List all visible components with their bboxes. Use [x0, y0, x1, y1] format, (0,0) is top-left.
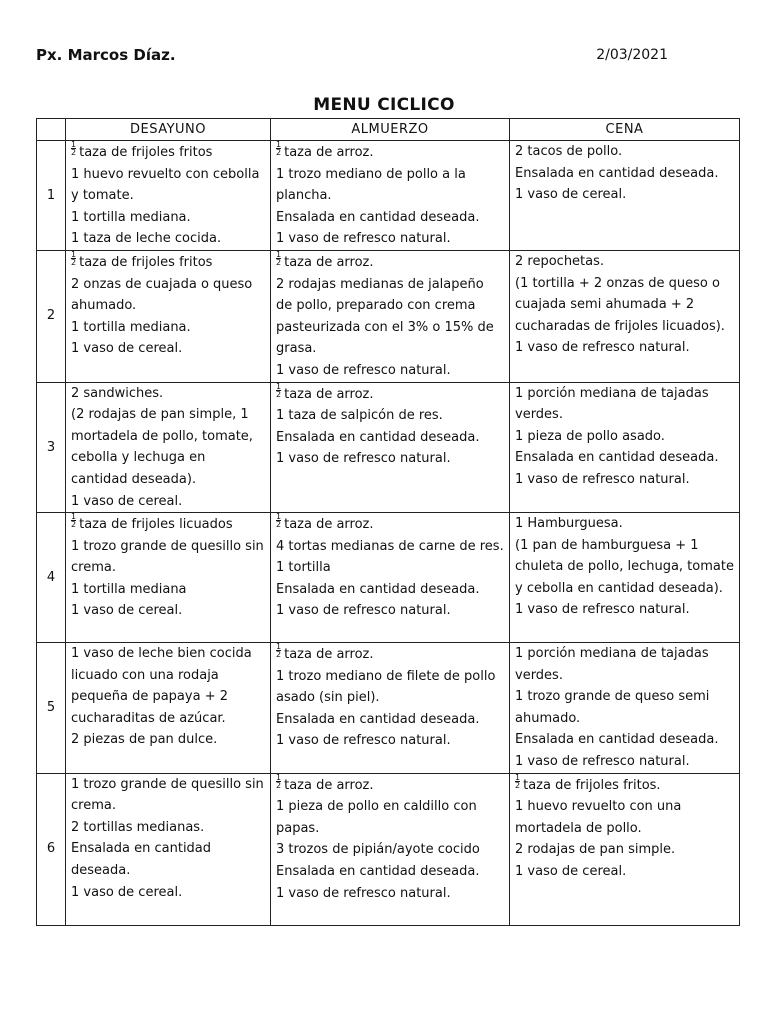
- menu-item: 1 vaso de refresco natural.: [276, 362, 451, 378]
- menu-item: 1 vaso de cereal.: [71, 603, 183, 619]
- menu-item: $\frac{1}{2}$ taza de arroz.: [276, 249, 374, 270]
- half-fraction-glyph: $\frac{1}{2}$: [276, 249, 282, 267]
- half-fraction-glyph: $\frac{1}{2}$: [276, 642, 282, 660]
- menu-item: 1 huevo revuelto con una mortadela de pollo.: [515, 799, 682, 836]
- cell-almuerzo: [271, 382, 510, 513]
- menu-item: 3 trozos de pipián/ayote cocido: [276, 842, 480, 858]
- menu-item: 1 porción mediana de tajadas verdes.: [515, 646, 709, 683]
- menu-item: 1 taza de salpicón de res.: [276, 408, 443, 424]
- menu-item: 1 tortilla: [276, 560, 331, 576]
- cell-cena: [510, 643, 740, 774]
- menu-item: 1 vaso de cereal.: [71, 341, 183, 357]
- half-fraction-glyph: $\frac{1}{2}$: [276, 512, 282, 530]
- day-number: 3: [37, 382, 66, 513]
- cell-desayuno: [66, 141, 271, 251]
- cell-desayuno: [66, 250, 271, 382]
- menu-item: 1 pieza de pollo asado.: [515, 428, 665, 444]
- menu-item: Ensalada en cantidad deseada.: [276, 581, 480, 597]
- menu-item: 1 pieza de pollo en caldillo con papas.: [276, 799, 477, 836]
- cell-desayuno: [66, 382, 271, 513]
- day-number: 4: [37, 513, 66, 643]
- menu-item: 2 tacos de pollo.: [515, 144, 623, 159]
- day-number: 5: [37, 643, 66, 774]
- menu-item: 1 huevo revuelto con cebolla y tomate.: [71, 166, 260, 204]
- cell-almuerzo: [271, 141, 510, 251]
- table-row: [37, 513, 740, 643]
- cell-almuerzo: [271, 643, 510, 774]
- day-number: 2: [37, 250, 66, 382]
- menu-item: 1 taza de leche cocida.: [71, 231, 222, 247]
- menu-item: 1 vaso de cereal.: [515, 187, 627, 203]
- day-number: 6: [37, 773, 66, 925]
- menu-item: 1 vaso de cereal.: [71, 493, 183, 509]
- cell-cena: [510, 773, 740, 925]
- header-cena: CENA: [510, 119, 740, 141]
- menu-item: 1 vaso de refresco natural.: [276, 885, 451, 901]
- menu-item: Ensalada en cantidad deseada.: [276, 864, 480, 880]
- half-fraction-glyph: $\frac{1}{2}$: [276, 772, 282, 790]
- document-date: 2/03/2021: [596, 47, 668, 63]
- half-fraction-glyph: $\frac{1}{2}$: [71, 512, 77, 530]
- menu-item: 1 vaso de leche bien cocida licuado con una rodaja pequeña de papaya + 2 cucharaditas de azúcar.: [71, 646, 252, 726]
- menu-item: 1 vaso de refresco natural.: [515, 471, 690, 487]
- menu-item: 1 vaso de refresco natural.: [515, 340, 690, 356]
- menu-item: 1 trozo grande de quesillo sin crema.: [71, 776, 264, 814]
- menu-item: 1 vaso de refresco natural.: [515, 602, 690, 618]
- menu-item: 1 vaso de refresco natural.: [515, 754, 690, 770]
- menu-item: 1 vaso de cereal.: [515, 864, 627, 880]
- document-header: [36, 46, 668, 68]
- table-row: [37, 141, 740, 251]
- menu-item: Ensalada en cantidad deseada.: [276, 209, 480, 225]
- menu-item: Ensalada en cantidad deseada.: [71, 841, 212, 879]
- menu-item: 1 vaso de refresco natural.: [276, 733, 451, 749]
- menu-item: 2 rodajas de pan simple.: [515, 842, 676, 858]
- half-fraction-glyph: $\frac{1}{2}$: [515, 772, 521, 790]
- table-row: [37, 643, 740, 774]
- menu-item: $\frac{1}{2}$ taza de frijoles fritos.: [515, 772, 661, 793]
- menu-item: 1 porción mediana de tajadas verdes.: [515, 385, 709, 423]
- header-num: [37, 119, 66, 141]
- cell-cena: [510, 250, 740, 382]
- menu-item: Ensalada en cantidad deseada.: [276, 429, 480, 445]
- day-number: 1: [37, 141, 66, 251]
- menu-item: 1 Hamburguesa.: [515, 516, 623, 532]
- patient-name: Px. Marcos Díaz.: [36, 46, 176, 64]
- cell-cena: [510, 382, 740, 513]
- cell-almuerzo: [271, 773, 510, 925]
- menu-item: 1 vaso de refresco natural.: [276, 451, 451, 467]
- menu-item: 1 trozo mediano de pollo a la plancha.: [276, 166, 466, 204]
- header-desayuno: DESAYUNO: [66, 119, 271, 141]
- menu-item: $\frac{1}{2}$ taza de arroz.: [276, 140, 374, 160]
- cell-cena: [510, 141, 740, 251]
- menu-item: 1 vaso de cereal.: [71, 884, 183, 900]
- menu-item: 1 vaso de refresco natural.: [276, 603, 451, 619]
- half-fraction-glyph: $\frac{1}{2}$: [276, 381, 282, 399]
- menu-item: 2 repochetas.: [515, 253, 605, 269]
- half-fraction-glyph: $\frac{1}{2}$: [276, 140, 282, 157]
- menu-item: 2 rodajas medianas de jalapeño de pollo, preparado con crema pasteurizada con el 3% o 15% de grasa.: [276, 276, 494, 357]
- menu-item: Ensalada en cantidad deseada.: [515, 732, 719, 748]
- menu-table: [36, 118, 740, 926]
- menu-item: 1 tortilla mediana: [71, 581, 187, 597]
- cell-cena: [510, 513, 740, 643]
- menu-item: Ensalada en cantidad deseada.: [515, 450, 719, 466]
- table-row: [37, 773, 740, 925]
- menu-item: 4 tortas medianas de carne de res.: [276, 538, 504, 554]
- cell-desayuno: [66, 773, 271, 925]
- half-fraction-glyph: $\frac{1}{2}$: [71, 140, 77, 157]
- menu-body: [37, 141, 740, 926]
- cell-desayuno: [66, 513, 271, 643]
- menu-item: (1 pan de hamburguesa + 1 chuleta de pollo, lechuga, tomate y cebolla en cantidad deseada).: [515, 537, 734, 596]
- cell-almuerzo: [271, 250, 510, 382]
- menu-item: 2 tortillas medianas.: [71, 819, 205, 835]
- menu-item: 1 trozo grande de queso semi ahumado.: [515, 689, 710, 726]
- menu-item: $\frac{1}{2}$ taza de arroz.: [276, 512, 374, 533]
- menu-item: $\frac{1}{2}$ taza de arroz.: [276, 381, 374, 402]
- menu-item: 1 trozo grande de quesillo sin crema.: [71, 538, 264, 576]
- menu-item: 1 tortilla mediana.: [71, 209, 191, 225]
- table-row: [37, 250, 740, 382]
- menu-item: 1 trozo mediano de filete de pollo asado (sin piel).: [276, 668, 496, 706]
- menu-item: Ensalada en cantidad deseada.: [515, 165, 719, 181]
- menu-item: $\frac{1}{2}$ taza de arroz.: [276, 642, 374, 663]
- menu-item: $\frac{1}{2}$ taza de frijoles licuados: [71, 512, 233, 533]
- menu-item: (1 tortilla + 2 onzas de queso o cuajada semi ahumada + 2 cucharadas de frijoles licuados).: [515, 275, 725, 334]
- table-header-row: [37, 119, 740, 141]
- menu-item: $\frac{1}{2}$ taza de frijoles fritos: [71, 140, 213, 160]
- menu-item: $\frac{1}{2}$ taza de frijoles fritos: [71, 249, 213, 270]
- menu-item: $\frac{1}{2}$ taza de arroz.: [276, 772, 374, 793]
- menu-item: (2 rodajas de pan simple, 1 mortadela de pollo, tomate, cebolla y lechuga en cantidad deseada).: [71, 407, 253, 487]
- menu-item: 2 onzas de cuajada o queso ahumado.: [71, 276, 253, 314]
- menu-item: 2 piezas de pan dulce.: [71, 732, 218, 748]
- menu-item: Ensalada en cantidad deseada.: [276, 711, 480, 727]
- header-almuerzo: ALMUERZO: [271, 119, 510, 141]
- menu-item: 1 vaso de refresco natural.: [276, 231, 451, 247]
- half-fraction-glyph: $\frac{1}{2}$: [71, 249, 77, 267]
- cell-desayuno: [66, 643, 271, 774]
- menu-item: 2 sandwiches.: [71, 385, 164, 401]
- menu-item: 1 tortilla mediana.: [71, 319, 191, 335]
- cell-almuerzo: [271, 513, 510, 643]
- page-title: MENU CICLICO: [313, 95, 455, 115]
- table-row: [37, 382, 740, 513]
